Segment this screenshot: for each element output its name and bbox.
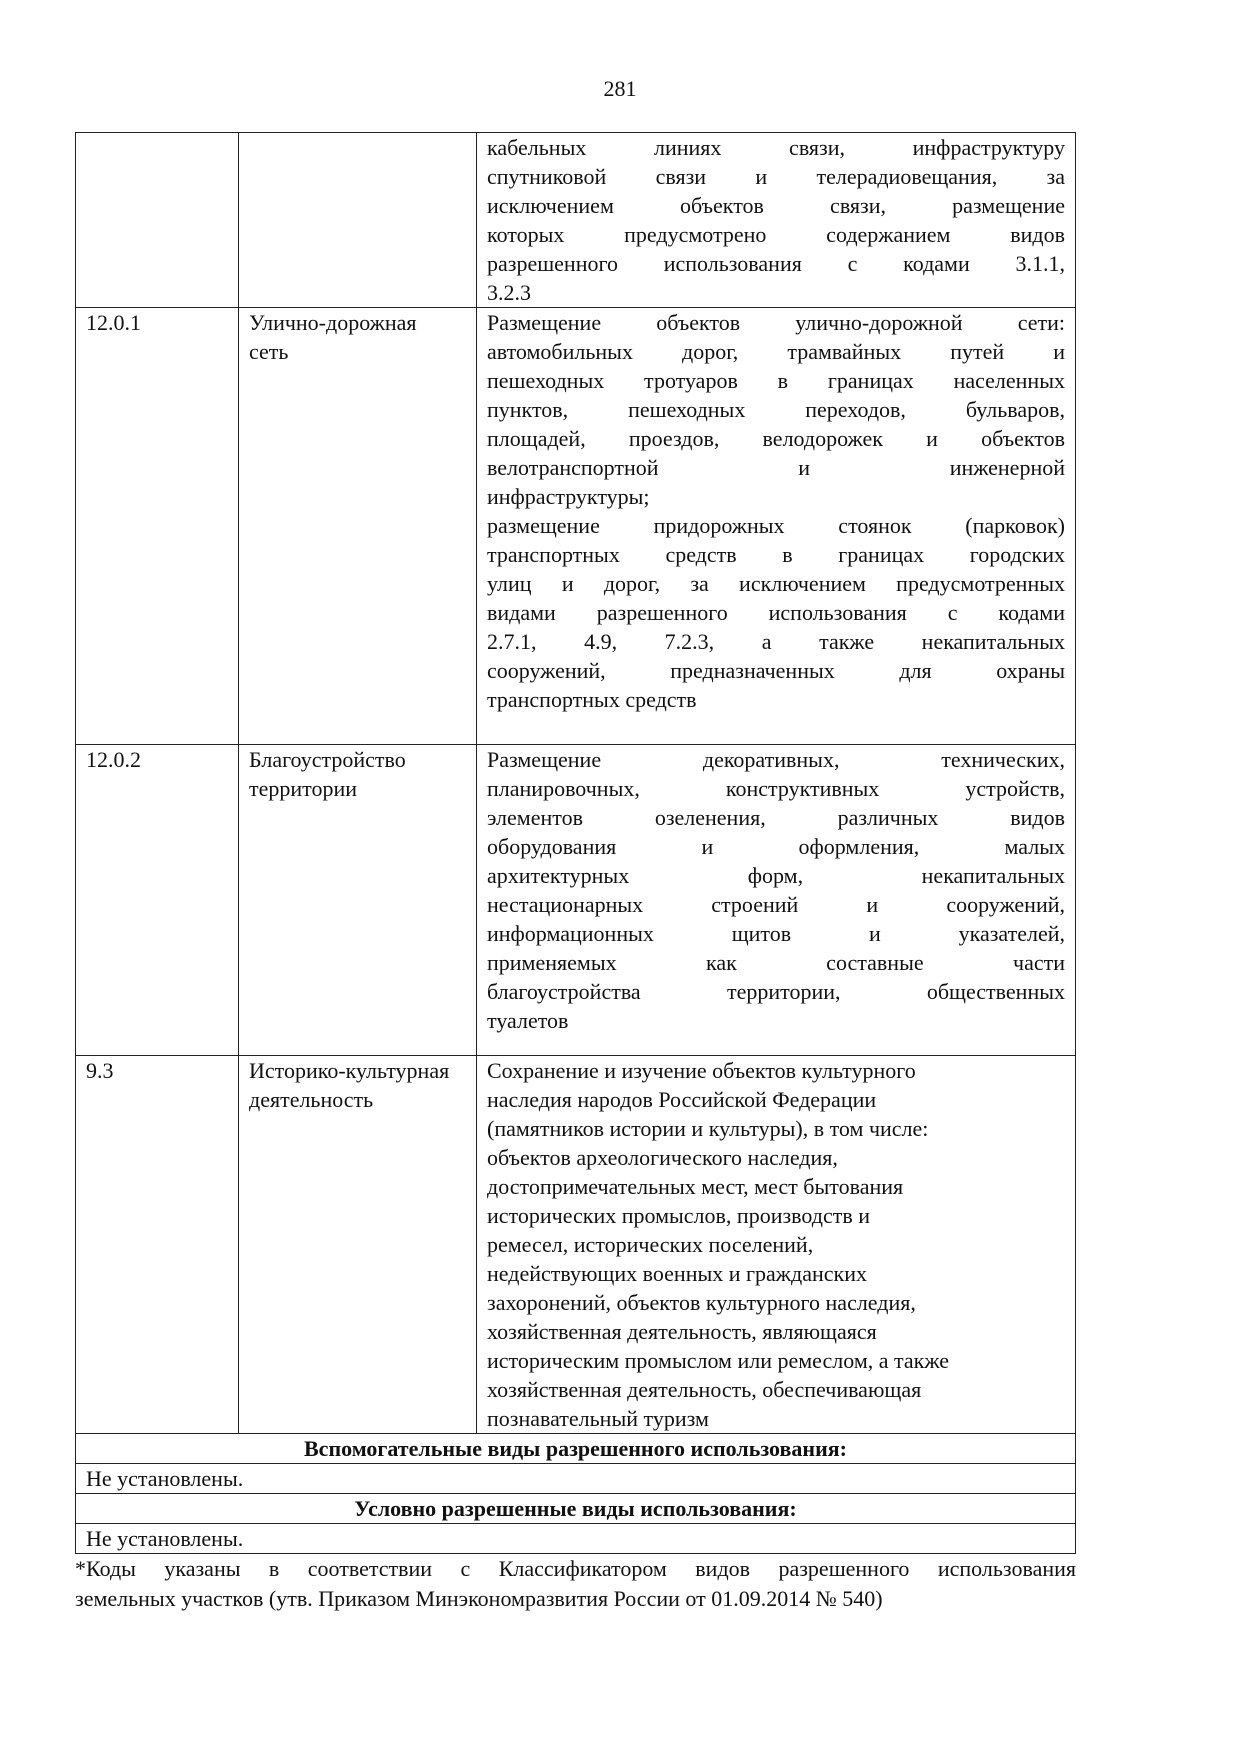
description-line: применяемых как составные части <box>487 950 1065 975</box>
cond-value-row <box>76 1524 1076 1554</box>
description-line: исключением объектов связи, размещение <box>487 193 1065 218</box>
description-line: улиц и дорог, за исключением предусмотренных <box>487 571 1065 596</box>
description-line: видами разрешенного использования с кодами <box>487 600 1065 625</box>
auxiliary-header: Вспомогательные виды разрешенного использования: <box>76 1434 1076 1464</box>
conditional-header: Условно разрешенные виды использования: <box>76 1494 1076 1524</box>
description-line: историческим промыслом или ремеслом, а также <box>487 1348 950 1373</box>
description-cell <box>477 133 1076 308</box>
description-line: (памятников истории и культуры), в том числе: <box>487 1116 929 1141</box>
description-line: транспортных средств <box>487 687 697 712</box>
description-line: информационных щитов и указателей, <box>487 921 1065 946</box>
name-line: деятельность <box>249 1087 374 1112</box>
description-line: элементов озеленения, различных видов <box>487 805 1065 830</box>
description-line: автомобильных дорог, трамвайных путей и <box>487 339 1065 364</box>
description-cell <box>477 745 1076 1056</box>
table-row <box>76 745 1076 1056</box>
description-line: нестационарных строений и сооружений, <box>487 892 1065 917</box>
cond-header-row <box>76 1494 1076 1524</box>
description-line: пешеходных тротуаров в границах населенных <box>487 368 1065 393</box>
aux-header-row <box>76 1434 1076 1464</box>
name-line: сеть <box>249 339 289 364</box>
page-number: 281 <box>603 76 637 101</box>
name-line: Благоустройство <box>249 747 406 772</box>
description-line: размещение придорожных стоянок (парковок) <box>487 513 1065 538</box>
description-line: сооружений, предназначенных для охраны <box>487 658 1065 683</box>
name-line: территории <box>249 776 358 801</box>
description-line: объектов археологического наследия, <box>487 1145 838 1170</box>
code-cell: 9.3 <box>76 1056 239 1434</box>
description-line: наследия народов Российской Федерации <box>487 1087 877 1112</box>
footnote-line: земельных участков (утв. Приказом Минэкономразвития России от 01.09.2014 № 540) <box>75 1586 883 1611</box>
description-line: велотранспортной и инженерной <box>487 455 1065 480</box>
description-line: хозяйственная деятельность, обеспечивающая <box>487 1377 922 1402</box>
footnote <box>75 1554 1076 1614</box>
aux-value-row <box>76 1464 1076 1494</box>
description-line: Сохранение и изучение объектов культурного <box>487 1058 916 1083</box>
land-use-table <box>75 132 1076 1554</box>
description-line: хозяйственная деятельность, являющаяся <box>487 1319 877 1344</box>
description-line: спутниковой связи и телерадиовещания, за <box>487 164 1065 189</box>
description-line: оборудования и оформления, малых <box>487 834 1065 859</box>
description-line: Размещение декоративных, технических, <box>487 747 1065 772</box>
description-line: архитектурных форм, некапитальных <box>487 863 1065 888</box>
description-line: транспортных средств в границах городских <box>487 542 1065 567</box>
description-line: кабельных линиях связи, инфраструктуру <box>487 135 1065 160</box>
description-line: разрешенного использования с кодами 3.1.1, <box>487 251 1065 276</box>
description-line: планировочных, конструктивных устройств, <box>487 776 1065 801</box>
conditional-value: Не установлены. <box>76 1524 1076 1554</box>
description-line: достопримечательных мест, мест бытования <box>487 1174 904 1199</box>
description-cell <box>477 1056 1076 1434</box>
name-line: Улично-дорожная <box>249 310 417 335</box>
description-line: недействующих военных и гражданских <box>487 1261 867 1286</box>
description-cell <box>477 308 1076 745</box>
description-line: которых предусмотрено содержанием видов <box>487 222 1065 247</box>
description-line: инфраструктуры; <box>487 484 650 509</box>
name-line: Историко-культурная <box>249 1058 450 1083</box>
name-cell <box>239 308 477 745</box>
name-cell <box>239 1056 477 1434</box>
description-line: площадей, проездов, велодорожек и объектов <box>487 426 1065 451</box>
table-row <box>76 133 1076 308</box>
code-cell <box>76 133 239 308</box>
description-line: благоустройства территории, общественных <box>487 979 1065 1004</box>
description-line: 2.7.1, 4.9, 7.2.3, а также некапитальных <box>487 629 1065 654</box>
description-line: ремесел, исторических поселений, <box>487 1232 814 1257</box>
footnote-line: *Коды указаны в соответствии с Классификатором видов разрешенного использования <box>75 1556 1076 1581</box>
auxiliary-value: Не установлены. <box>76 1464 1076 1494</box>
description-line: Размещение объектов улично-дорожной сети: <box>487 310 1065 335</box>
code-cell: 12.0.1 <box>76 308 239 745</box>
description-line: познавательный туризм <box>487 1406 709 1431</box>
name-cell <box>239 133 477 308</box>
table-row <box>76 1056 1076 1434</box>
code-cell: 12.0.2 <box>76 745 239 1056</box>
description-line: захоронений, объектов культурного наследия, <box>487 1290 916 1315</box>
description-line: 3.2.3 <box>487 280 531 305</box>
name-cell <box>239 745 477 1056</box>
description-line: пунктов, пешеходных переходов, бульваров, <box>487 397 1065 422</box>
description-line: исторических промыслов, производств и <box>487 1203 871 1228</box>
table-row <box>76 308 1076 745</box>
description-line: туалетов <box>487 1008 569 1033</box>
